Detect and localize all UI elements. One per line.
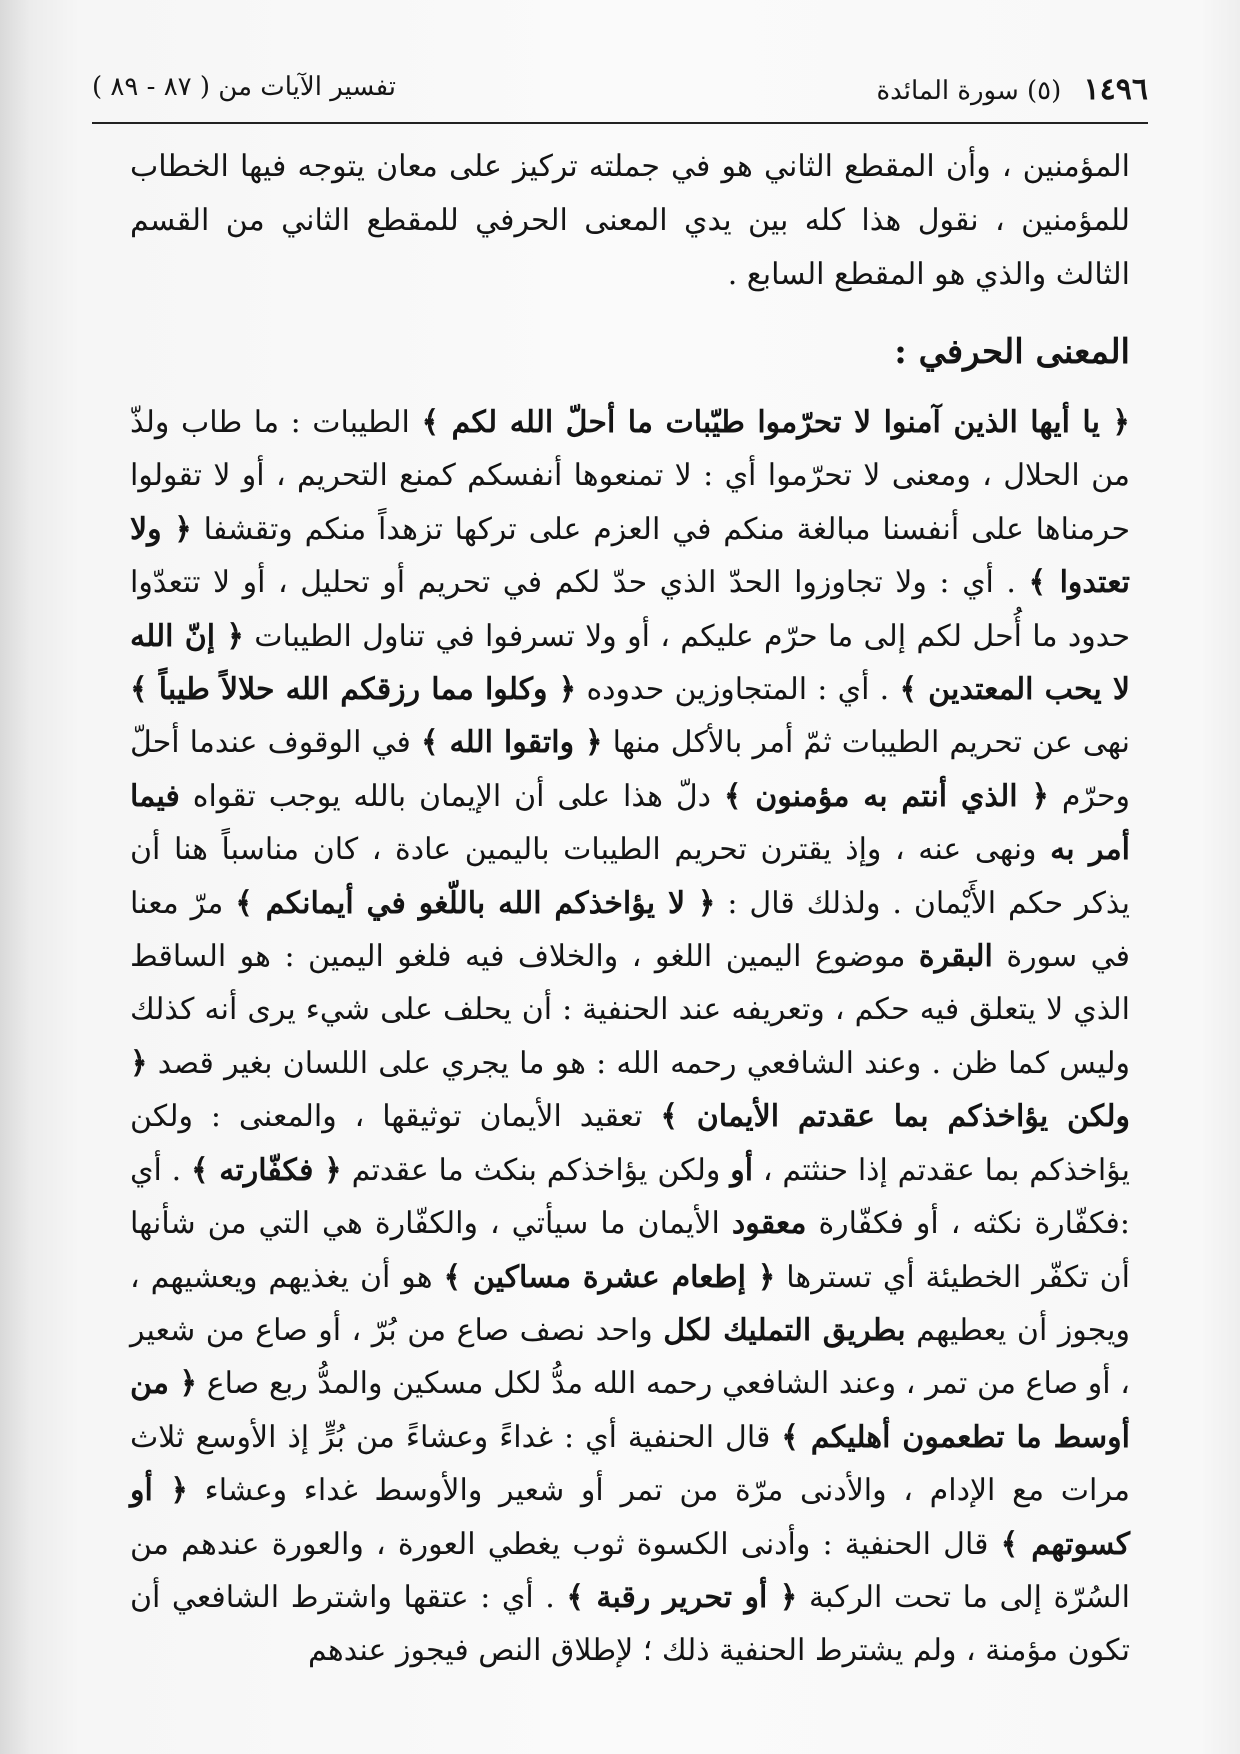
commentary-segment: نهى عن تحريم الطيبات ثمّ أمر بالأكل منها bbox=[602, 725, 1130, 761]
quran-verse-segment: ﴿ أو تحرير رقبة ﴾ bbox=[566, 1579, 798, 1615]
commentary-segment: الطيبات : ما طاب ولذّ من الحلال ، ومعنى لا تحرّموا أي : لا تمنعوها أنفسكم كمنع التحريم ، أو لا تقولوا حرمناها على أنفسنا مبالغة منكم في العزم على تركها تزهداً منكم وتقشفا bbox=[130, 405, 1130, 547]
quran-verse-segment: ﴿ الذي أنتم به مؤمنون ﴾ bbox=[723, 778, 1049, 814]
quran-verse-segment: ﴿ أو كسوتهم ﴾ bbox=[130, 1473, 1130, 1562]
quran-verse-segment: بطريق التمليك لكل bbox=[663, 1312, 906, 1348]
quran-verse-segment: أو bbox=[730, 1152, 754, 1188]
quran-verse-segment: ﴿ فكفّارته ﴾ bbox=[191, 1152, 342, 1188]
commentary-segment: في الوقوف عندما أحلّ وحرّم bbox=[130, 725, 1130, 814]
commentary-segment: دلّ هذا على أن الإيمان بالله يوجب تقواه bbox=[179, 778, 724, 814]
quran-verse-segment: ﴿ إنّ الله لا يحب المعتدين ﴾ bbox=[130, 618, 1130, 708]
commentary-segment: قال الحنفية أي : غداءً وعشاءً من بُرٍّ إذ الأوسع ثلاث مرات مع الإدام ، والأدنى مرّة من تمر أو شعير والأوسط غداء وعشاء bbox=[130, 1419, 1130, 1509]
quran-verse-segment: ﴿ ولا تعتدوا ﴾ bbox=[130, 511, 1131, 601]
quran-verse-segment: ﴿ يا أيها الذين آمنوا لا تحرّموا طيّبات ما أحلّ الله لكم ﴾ bbox=[421, 405, 1130, 440]
commentary-segment: . أي :فكفّارة نكثه ، أو فكفّارة bbox=[130, 1152, 1130, 1242]
quran-verse-segment: ﴿ وكلوا مما رزقكم الله حلالاً طيباً ﴾ bbox=[130, 672, 577, 708]
page-number: ١٤٩٦ bbox=[1083, 72, 1148, 107]
tafsir-paragraph bbox=[130, 396, 1130, 1678]
quran-verse-segment: ﴿ ولكن يؤاخذكم بما عقدتم الأيمان ﴾ bbox=[130, 1045, 1130, 1135]
quran-verse-segment: ﴿ لا يؤاخذكم الله باللّغو في أيمانكم ﴾ bbox=[235, 885, 716, 921]
commentary-segment: . أي : عتقها واشترط الشافعي أن تكون مؤمنة ، ولم يشترط الحنفية ذلك ؛ لإطلاق النص فيجوز عندهم bbox=[130, 1579, 1130, 1669]
commentary-segment: . أي : المتجاوزين حدوده bbox=[576, 672, 900, 708]
quran-verse-segment: البقرة bbox=[918, 939, 993, 975]
page-body bbox=[130, 140, 1130, 1678]
quran-verse-segment: ﴿ واتقوا الله ﴾ bbox=[420, 725, 603, 761]
commentary-segment: الأيمان ما سيأتي ، والكفّارة هي التي من شأنها أن تكفّر الخطيئة أي تسترها bbox=[130, 1206, 1130, 1295]
commentary-segment: ونهى عنه ، وإذ يقترن تحريم الطيبات باليمين عادة ، كان مناسباً هنا أن يذكر حكم الأَيْمان . ولذلك قال : bbox=[130, 832, 1130, 921]
quran-verse-segment: ﴿ من أوسط ما تطعمون أهليكم ﴾ bbox=[130, 1366, 1130, 1455]
commentary-segment: مرّ معنا في سورة bbox=[130, 885, 1131, 975]
verse-range-title: تفسير الآيات من ( ٨٧ - ٨٩ ) bbox=[92, 72, 397, 102]
quran-verse-segment: معقود bbox=[731, 1206, 807, 1242]
commentary-segment: واحد نصف صاع من بُرّ ، أو صاع من شعير ، أو صاع من تمر ، وعند الشافعي رحمه الله مدُّ لكل مسكين والمدُّ ربع صاع bbox=[130, 1312, 1130, 1402]
commentary-segment: قال الحنفية : وأدنى الكسوة ثوب يغطي العورة ، والعورة عندهم من السُرّة إلى ما تحت الركبة bbox=[130, 1526, 1131, 1615]
surah-label: (٥) سورة المائدة bbox=[876, 76, 1062, 106]
section-title: المعنى الحرفي : bbox=[894, 332, 1130, 372]
commentary-segment: ولكن يؤاخذكم بنكث ما عقدتم bbox=[341, 1152, 731, 1188]
quran-verse-segment: فيما أمر به bbox=[130, 778, 1130, 868]
intro-paragraph: المؤمنين ، وأن المقطع الثاني هو في جملته تركيز على معان يتوجه فيها الخطاب للمؤمنين ، نقول هذا كله بين يدي المعنى الحرفي للمقطع الثاني من القسم الثالث والذي هو المقطع السابع . bbox=[130, 149, 1130, 292]
running-header bbox=[92, 62, 1148, 112]
commentary-segment: تعقيد الأيمان توثيقها ، والمعنى : ولكن يؤاخذكم بما عقدتم إذا حنثتم ، bbox=[130, 1099, 1131, 1188]
commentary-segment: . أي : ولا تجاوزوا الحدّ الذي حدّ لكم في تحريم أو تحليل ، أو لا تتعدّوا حدود ما أُحل لكم إلى ما حرّم عليكم ، أو ولا تسرفوا في تناول الطيبات bbox=[130, 565, 1130, 654]
commentary-segment: موضوع اليمين اللغو ، والخلاف فيه فلغو اليمين : هو الساقط الذي لا يتعلق فيه حكم ، وتعريفه عند الحنفية : أن يحلف على شيء يرى أنه كذلك وليس كما ظن . وعند الشافعي رحمه الله : هو ما يجري على اللسان بغير قصد bbox=[130, 939, 1130, 1081]
header-right bbox=[876, 72, 1148, 107]
quran-verse-segment: ﴿ إطعام عشرة مساكين ﴾ bbox=[443, 1259, 776, 1295]
header-rule bbox=[92, 122, 1148, 124]
commentary-segment: هو أن يغذيهم ويعشيهم ، ويجوز أن يعطيهم bbox=[130, 1259, 1131, 1348]
